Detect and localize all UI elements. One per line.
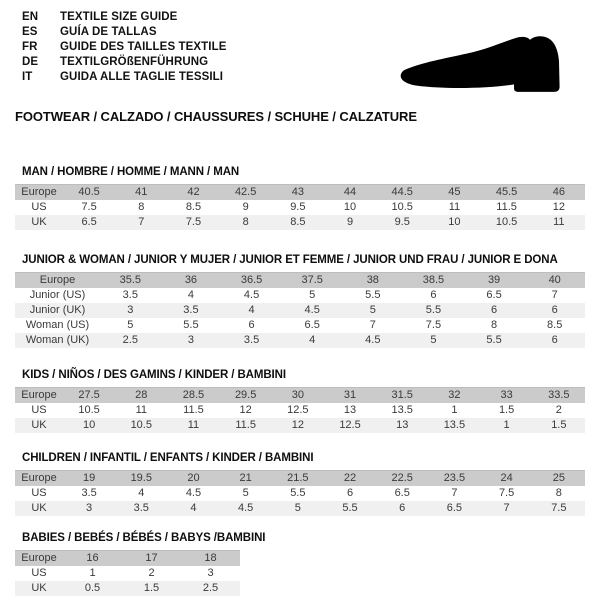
- shoe-icon: [396, 32, 574, 98]
- size-cell: 3.5: [133, 502, 149, 514]
- row-label: Europe: [21, 472, 57, 484]
- size-cell: 6.5: [486, 289, 502, 301]
- size-row: [15, 288, 585, 303]
- size-cell: 2.5: [202, 582, 219, 594]
- size-cell: 5: [242, 487, 249, 499]
- size-table: [15, 387, 585, 433]
- size-cell: 5.5: [425, 304, 442, 316]
- language-code: FR: [22, 41, 38, 53]
- row-label: UK: [31, 419, 47, 431]
- size-cell: 1.5: [498, 404, 515, 416]
- size-cell: 10: [82, 419, 96, 431]
- size-row: [15, 215, 585, 230]
- size-cell: 32: [448, 389, 461, 401]
- language-row-en: [22, 10, 227, 25]
- size-row: [15, 418, 585, 433]
- size-cell: 12: [291, 419, 304, 431]
- language-label: GUÍA DE TALLAS: [60, 26, 157, 38]
- size-cell: 1.5: [551, 419, 567, 431]
- size-cell: 33.5: [548, 389, 570, 401]
- size-cell: 3: [86, 502, 93, 514]
- size-cell: 8.5: [290, 216, 306, 228]
- size-cell: 25: [552, 472, 565, 484]
- size-cell: 41: [135, 186, 148, 198]
- size-cell: 6.5: [81, 216, 97, 228]
- size-cell: 12: [552, 201, 565, 213]
- size-cell: 18: [204, 552, 217, 564]
- size-cell: 36: [184, 274, 198, 286]
- size-row: [15, 303, 585, 318]
- size-cell: 13: [343, 404, 357, 416]
- size-cell: 7.5: [551, 502, 567, 514]
- size-cell: 6: [551, 304, 558, 316]
- size-tables: [15, 166, 585, 596]
- size-cell: 5.5: [486, 334, 502, 346]
- size-cell: 45.5: [495, 186, 518, 198]
- language-row-it: [22, 70, 227, 85]
- size-cell: 21: [239, 472, 252, 484]
- size-cell: 38.5: [422, 274, 445, 286]
- category-heading: FOOTWEAR / CALZADO / CHAUSSURES / SCHUHE / CALZATURE: [15, 109, 417, 124]
- row-label: US: [31, 567, 47, 579]
- size-cell: 3: [187, 334, 194, 346]
- size-table: [15, 184, 585, 230]
- language-code: DE: [22, 56, 39, 68]
- size-cell: 4.5: [185, 487, 202, 499]
- size-cell: 5: [309, 289, 316, 301]
- size-cell: 5: [430, 334, 437, 346]
- size-cell: 27.5: [78, 389, 100, 401]
- size-cell: 5.5: [365, 289, 381, 301]
- size-cell: 12: [239, 404, 252, 416]
- size-cell: 5.5: [342, 502, 358, 514]
- size-cell: 7.5: [81, 201, 97, 213]
- row-label: Europe: [21, 186, 57, 198]
- row-label: Junior (US): [29, 289, 86, 301]
- size-cell: 2: [555, 404, 562, 416]
- size-cell: 6: [248, 319, 255, 331]
- size-cell: 2: [148, 567, 155, 579]
- size-row: [15, 566, 240, 581]
- size-cell: 31.5: [391, 389, 413, 401]
- language-label: TEXTILGRÖßENFÜHRUNG: [60, 56, 209, 68]
- size-cell: 44: [343, 186, 357, 198]
- language-list: [22, 10, 227, 85]
- size-table-block: [15, 166, 585, 230]
- language-row-fr: [22, 40, 227, 55]
- row-label: US: [31, 404, 47, 416]
- size-cell: 43: [291, 186, 304, 198]
- size-cell: 3.5: [122, 289, 138, 301]
- language-code: ES: [22, 26, 38, 38]
- size-header-row: [15, 471, 585, 487]
- size-cell: 8.5: [185, 201, 202, 213]
- size-row: [15, 581, 240, 596]
- size-cell: 7.5: [185, 216, 202, 228]
- row-label: Europe: [21, 552, 57, 564]
- size-cell: 31: [343, 389, 357, 401]
- size-cell: 7: [503, 502, 510, 514]
- size-cell: 11.5: [235, 419, 256, 431]
- size-cell: 5: [294, 502, 301, 514]
- row-label: Europe: [21, 389, 57, 401]
- size-cell: 5.5: [290, 487, 306, 499]
- size-row: [15, 333, 585, 348]
- size-row: [15, 318, 585, 333]
- size-cell: 10.5: [495, 216, 518, 228]
- size-cell: 7.5: [498, 487, 515, 499]
- size-row: [15, 200, 585, 215]
- row-label: UK: [31, 582, 47, 594]
- size-cell: 7: [369, 319, 376, 331]
- size-cell: 11: [135, 404, 147, 416]
- size-cell: 3: [207, 567, 214, 579]
- row-label: Woman (UK): [25, 334, 90, 346]
- size-cell: 12.5: [339, 419, 361, 431]
- table-title: JUNIOR & WOMAN / JUNIOR Y MUJER / JUNIOR ET FEMME / JUNIOR UND FRAU / JUNIOR E DONA: [22, 254, 558, 266]
- size-header-row: [15, 551, 240, 567]
- size-cell: 40: [548, 274, 561, 286]
- table-title: CHILDREN / INFANTIL / ENFANTS / KINDER / BAMBINI: [22, 452, 314, 464]
- language-code: EN: [22, 11, 39, 23]
- size-cell: 8: [491, 319, 498, 331]
- size-cell: 4.5: [304, 304, 320, 316]
- size-table: [15, 272, 585, 348]
- size-table: [15, 470, 585, 516]
- size-cell: 4.5: [238, 502, 254, 514]
- size-cell: 11: [187, 419, 200, 431]
- size-cell: 46: [552, 186, 565, 198]
- size-cell: 9: [242, 201, 249, 213]
- language-label: TEXTILE SIZE GUIDE: [60, 11, 178, 23]
- size-cell: 11: [448, 201, 461, 213]
- size-cell: 3.5: [183, 304, 199, 316]
- size-row: [15, 403, 585, 418]
- size-cell: 11.5: [183, 404, 204, 416]
- size-cell: 24: [500, 472, 513, 484]
- size-cell: 10.5: [78, 404, 100, 416]
- size-cell: 33: [500, 389, 513, 401]
- size-table-block: [15, 452, 585, 516]
- size-cell: 42: [187, 186, 200, 198]
- size-cell: 6: [399, 502, 406, 514]
- size-cell: 6: [491, 304, 498, 316]
- table-title: BABIES / BEBÉS / BÉBÉS / BABYS /BAMBINI: [22, 532, 266, 544]
- row-label: Woman (US): [25, 319, 90, 331]
- size-cell: 7: [551, 289, 558, 301]
- size-cell: 28.5: [182, 389, 205, 401]
- size-cell: 4.5: [243, 289, 260, 301]
- size-cell: 5: [369, 304, 376, 316]
- size-cell: 9.5: [394, 216, 410, 228]
- size-cell: 20: [187, 472, 200, 484]
- size-cell: 21.5: [287, 472, 309, 484]
- size-cell: 6: [551, 334, 558, 346]
- row-label: Junior (UK): [29, 304, 86, 316]
- size-cell: 2.5: [122, 334, 138, 346]
- size-cell: 1: [451, 404, 458, 416]
- size-cell: 19.5: [130, 472, 152, 484]
- size-cell: 7.5: [425, 319, 442, 331]
- size-cell: 4: [248, 304, 255, 316]
- size-cell: 10: [448, 216, 461, 228]
- size-row: [15, 486, 585, 501]
- size-cell: 17: [145, 552, 158, 564]
- size-cell: 1: [89, 567, 96, 579]
- size-cell: 22.5: [391, 472, 413, 484]
- size-cell: 16: [86, 552, 99, 564]
- size-table-block: [15, 254, 585, 348]
- size-cell: 30: [291, 389, 304, 401]
- table-title: MAN / HOMBRE / HOMME / MANN / MAN: [22, 166, 240, 178]
- size-cell: 12.5: [287, 404, 309, 416]
- size-cell: 36.5: [240, 274, 263, 286]
- language-label: GUIDA ALLE TAGLIE TESSILI: [60, 71, 224, 83]
- size-table: [15, 550, 240, 596]
- row-label: US: [31, 487, 47, 499]
- table-title: KIDS / NIÑOS / DES GAMINS / KINDER / BAMBINI: [22, 369, 286, 381]
- size-cell: 6.5: [446, 502, 463, 514]
- size-cell: 8: [242, 216, 249, 228]
- size-cell: 13.5: [391, 404, 413, 416]
- size-cell: 0.5: [84, 582, 101, 594]
- size-cell: 1.5: [143, 582, 160, 594]
- size-cell: 5.5: [183, 319, 199, 331]
- size-cell: 9.5: [290, 201, 306, 213]
- size-cell: 8: [555, 487, 562, 499]
- size-table-block: [15, 369, 585, 433]
- size-header-row: [15, 185, 585, 201]
- size-cell: 6.5: [304, 319, 320, 331]
- size-cell: 4: [309, 334, 316, 346]
- size-cell: 28: [135, 389, 148, 401]
- row-label: UK: [31, 216, 47, 228]
- size-cell: 11: [553, 216, 565, 228]
- size-cell: 4: [190, 502, 197, 514]
- row-label: US: [31, 201, 47, 213]
- size-cell: 40.5: [78, 186, 100, 198]
- size-cell: 23.5: [443, 472, 466, 484]
- size-cell: 3: [127, 304, 134, 316]
- size-cell: 35.5: [119, 274, 142, 286]
- size-cell: 5: [127, 319, 134, 331]
- size-cell: 7: [451, 487, 458, 499]
- size-cell: 10: [343, 201, 357, 213]
- size-cell: 7: [138, 216, 145, 228]
- size-cell: 11.5: [496, 201, 517, 213]
- size-header-row: [15, 388, 585, 404]
- size-cell: 39: [487, 274, 501, 286]
- size-cell: 38: [366, 274, 379, 286]
- size-cell: 10.5: [130, 419, 152, 431]
- size-cell: 4: [187, 289, 194, 301]
- language-label: GUIDE DES TAILLES TEXTILE: [60, 41, 227, 53]
- size-cell: 13.5: [443, 419, 466, 431]
- row-label: Europe: [39, 274, 76, 286]
- size-cell: 8: [138, 201, 145, 213]
- size-cell: 37.5: [301, 274, 323, 286]
- size-cell: 6: [346, 487, 354, 499]
- size-cell: 4.5: [365, 334, 381, 346]
- size-cell: 9: [346, 216, 354, 228]
- size-table-block: [15, 532, 585, 596]
- size-cell: 29.5: [234, 389, 257, 401]
- size-cell: 13: [396, 419, 409, 431]
- size-cell: 3.5: [243, 334, 260, 346]
- size-cell: 19: [82, 472, 96, 484]
- size-header-row: [15, 273, 585, 289]
- size-cell: 42.5: [234, 186, 257, 198]
- size-cell: 6.5: [394, 487, 410, 499]
- size-cell: 8.5: [547, 319, 563, 331]
- size-cell: 22: [343, 472, 357, 484]
- size-cell: 44.5: [391, 186, 413, 198]
- language-row-de: [22, 55, 227, 70]
- size-row: [15, 501, 585, 516]
- size-cell: 45: [448, 186, 461, 198]
- language-row-es: [22, 25, 227, 40]
- size-cell: 3.5: [81, 487, 97, 499]
- row-label: UK: [31, 502, 47, 514]
- size-cell: 6: [430, 289, 437, 301]
- size-cell: 4: [138, 487, 145, 499]
- size-cell: 10.5: [391, 201, 413, 213]
- size-cell: 1: [503, 419, 510, 431]
- language-code: IT: [22, 71, 33, 83]
